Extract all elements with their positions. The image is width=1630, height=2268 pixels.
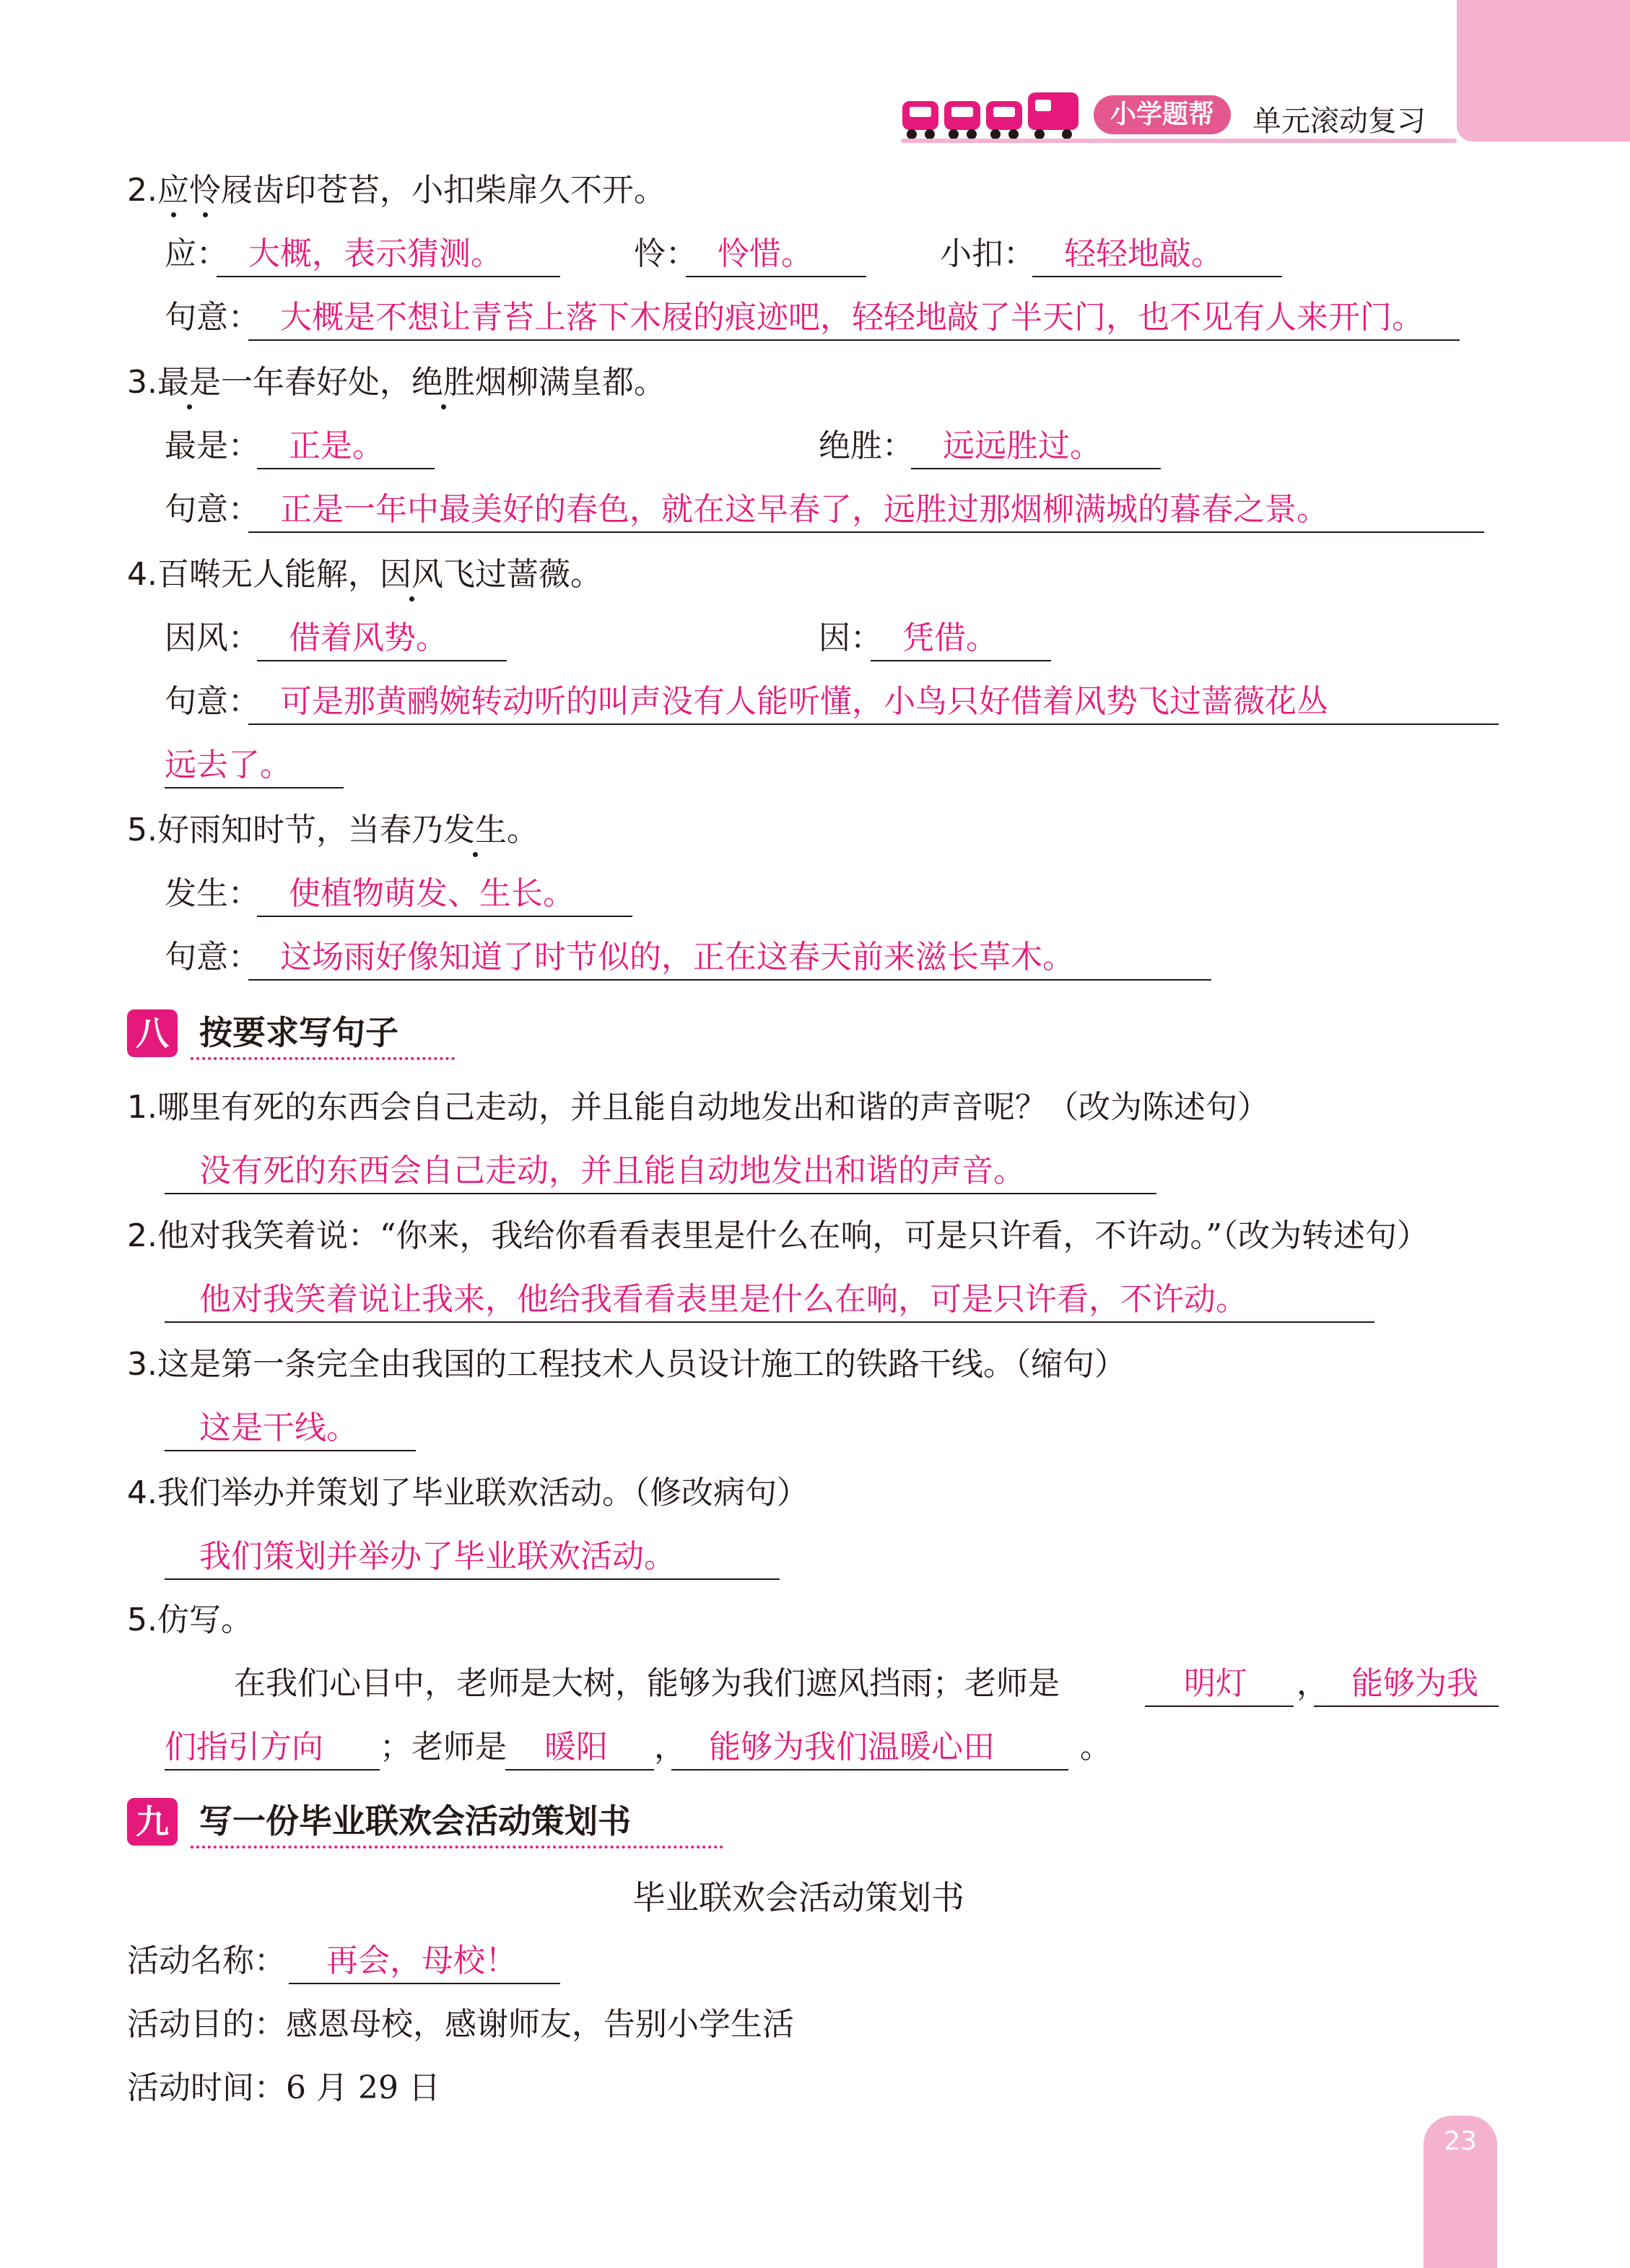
s8-q5-stem: 5.仿写。 — [127, 1602, 253, 1638]
plan-name-label: 活动名称： — [127, 1942, 286, 1979]
q4-w1-answer: 借着风势。 — [257, 617, 507, 661]
brand-badge: 小学题帮 — [1094, 95, 1231, 134]
q3-w2-answer: 远远胜过。 — [911, 425, 1161, 469]
s8-q5-prompt: 在我们心目中，老师是大树，能够为我们遮风挡雨；老师是 — [234, 1665, 1060, 1702]
q2-meaning-label: 句意： — [165, 299, 260, 336]
page-number: 23 — [1444, 2126, 1477, 2156]
plan-time: 活动时间：6 月 29 日 — [127, 2069, 440, 2106]
q2-w3-label: 小扣： — [940, 235, 1035, 272]
q4-w2-label: 因： — [819, 620, 882, 656]
s8-q2-stem: 2.他对我笑着说：“你来，我给你看看表里是什么在响，可是只许看，不许动。”（改为转述句） — [127, 1217, 1429, 1254]
s8-q5-blank-2-cont: 们指引方向 — [165, 1726, 380, 1770]
q2-w2-label: 怜： — [634, 235, 697, 272]
s8-q5-prompt-2: ；老师是 — [380, 1729, 507, 1765]
section-8-underline — [191, 1057, 455, 1060]
section-9-title: 写一份毕业联欢会活动策划书 — [199, 1802, 631, 1841]
s8-q2-answer: 他对我笑着说让我来，他给我看看表里是什么在响，可是只许看，不许动。 — [165, 1278, 1374, 1323]
q2-w2-answer: 怜惜。 — [686, 233, 866, 277]
s8-q5-comma-2: ， — [654, 1729, 686, 1765]
q4-w1-label: 因风： — [165, 620, 260, 656]
plan-name-answer: 再会，母校！ — [289, 1939, 560, 1984]
q2-stem: 2.应怜屐齿印苍苔，小扣柴扉久不开。 — [127, 172, 666, 209]
q2-meaning-answer: 大概是不想让青苔上落下木屐的痕迹吧，轻轻地敲了半天门，也不见有人来开门。 — [248, 296, 1460, 341]
q2-w1-answer: 大概，表示猜测。 — [217, 233, 560, 277]
q5-w1-answer: 使植物萌发、生长。 — [257, 872, 632, 917]
q4-stem: 4.百啭无人能解，因风飞过蔷薇。 — [127, 556, 602, 593]
s8-q1-stem: 1.哪里有死的东西会自己走动，并且能自动地发出和谐的声音呢？（改为陈述句） — [127, 1089, 1269, 1126]
q4-meaning-answer: 可是那黄鹂婉转动听的叫声没有人能听懂，小鸟只好借着风势飞过蔷薇花丛 — [248, 680, 1499, 725]
q3-w2-label: 绝胜： — [819, 427, 914, 464]
s8-q3-stem: 3.这是第一条完全由我国的工程技术人员设计施工的铁路干线。（缩句） — [127, 1346, 1126, 1383]
q3-w1-answer: 正是。 — [257, 425, 435, 469]
q5-meaning-label: 句意： — [165, 939, 260, 976]
q3-meaning-label: 句意： — [165, 491, 260, 528]
q3-stem: 3.最是一年春好处，绝胜烟柳满皇都。 — [127, 364, 666, 401]
train-icon — [901, 85, 1081, 143]
q4-meaning-label: 句意： — [165, 683, 260, 720]
header-subtitle: 单元滚动复习 — [1252, 105, 1426, 138]
s8-q4-answer: 我们策划并举办了毕业联欢活动。 — [165, 1535, 780, 1580]
s8-q5-comma-1: ， — [1296, 1665, 1328, 1702]
s8-q5-blank-3: 暖阳 — [505, 1726, 654, 1770]
q5-stem: 5.好雨知时节，当春乃发生。 — [127, 812, 539, 848]
q4-w2-answer: 凭借。 — [871, 617, 1051, 661]
s8-q5-period: 。 — [1080, 1729, 1112, 1765]
section-9-underline — [191, 1846, 723, 1848]
section-8-title: 按要求写句子 — [199, 1013, 398, 1052]
q2-w3-answer: 轻轻地敲。 — [1032, 233, 1282, 277]
q2-w1-label: 应： — [165, 235, 228, 272]
q3-meaning-answer: 正是一年中最美好的春色，就在这早春了，远胜过那烟柳满城的暮春之景。 — [248, 488, 1484, 533]
q4-meaning-answer-cont: 远去了。 — [165, 744, 344, 788]
header-rule — [901, 139, 1457, 143]
q3-w1-label: 最是： — [165, 427, 260, 464]
s8-q1-answer: 没有死的东西会自己走动，并且能自动地发出和谐的声音。 — [165, 1150, 1156, 1194]
s8-q3-answer: 这是干线。 — [165, 1407, 416, 1451]
q5-w1-label: 发生： — [165, 875, 260, 912]
section-8-badge: 八 — [127, 1009, 178, 1057]
s8-q4-stem: 4.我们举办并策划了毕业联欢活动。（修改病句） — [127, 1474, 809, 1511]
plan-title: 毕业联欢会活动策划书 — [632, 1878, 964, 1917]
s8-q5-blank-4: 能够为我们温暖心田 — [671, 1726, 1068, 1770]
s8-q5-blank-2: 能够为我 — [1314, 1662, 1499, 1707]
section-9-badge: 九 — [127, 1798, 178, 1846]
corner-tab — [1457, 0, 1630, 142]
s8-q5-blank-1: 明灯 — [1145, 1662, 1294, 1707]
q5-meaning-answer: 这场雨好像知道了时节似的，正在这春天前来滋长草木。 — [248, 936, 1211, 981]
plan-purpose: 活动目的：感恩母校，感谢师友，告别小学生活 — [127, 2006, 794, 2043]
